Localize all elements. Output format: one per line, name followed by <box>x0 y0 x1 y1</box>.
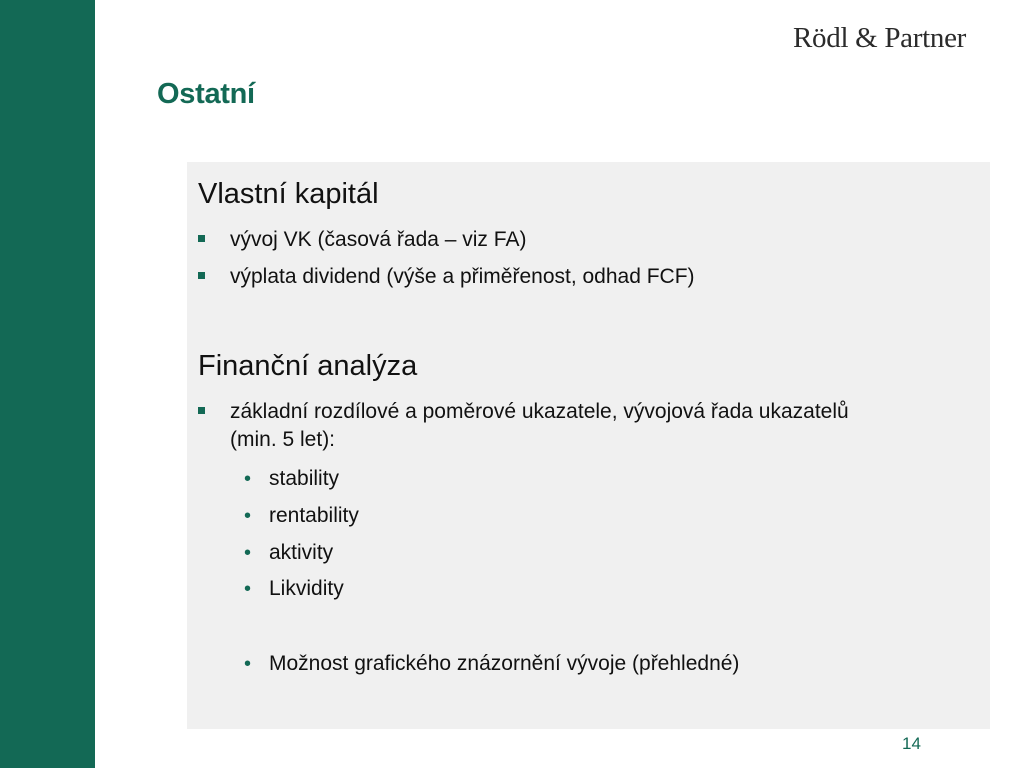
side-accent-bar <box>0 0 95 768</box>
sub-list-item <box>244 502 359 530</box>
list-item <box>198 226 890 254</box>
sub-list-item <box>244 465 339 493</box>
section-heading-financni-analyza: Finanční analýza <box>198 350 418 382</box>
dot-bullet-icon: • <box>244 468 252 490</box>
sub-list-item-text: Možnost grafického znázornění vývoje (přehledné) <box>269 652 740 675</box>
page-number: 14 <box>902 734 921 753</box>
square-bullet-icon <box>198 235 205 242</box>
section-heading-vlastni-kapital: Vlastní kapitál <box>198 178 379 210</box>
brand-logo: Rödl & Partner <box>793 22 967 54</box>
dot-bullet-icon: • <box>244 542 252 564</box>
dot-bullet-icon: • <box>244 578 252 600</box>
sub-list-item-text: rentability <box>269 504 359 527</box>
slide-title: Ostatní <box>157 78 255 110</box>
sub-list-item-text: stability <box>269 467 340 490</box>
list-item <box>198 398 890 454</box>
sub-list-item-text: Likvidity <box>269 577 344 600</box>
sub-list-item <box>244 539 333 567</box>
square-bullet-icon <box>198 272 205 279</box>
sub-list-item <box>244 575 344 603</box>
list-item-text: základní rozdílové a poměrové ukazatele, vývojová řada ukazatelů (min. 5 let): <box>230 400 849 451</box>
sub-list-item-text: aktivity <box>269 541 334 564</box>
list-item-text: výplata dividend (výše a přiměřenost, odhad FCF) <box>230 265 695 288</box>
list-item-text: vývoj VK (časová řada – viz FA) <box>230 228 527 251</box>
square-bullet-icon <box>198 407 205 414</box>
sub-list-item <box>244 650 739 678</box>
dot-bullet-icon: • <box>244 653 252 675</box>
list-item <box>198 263 890 291</box>
dot-bullet-icon: • <box>244 505 252 527</box>
